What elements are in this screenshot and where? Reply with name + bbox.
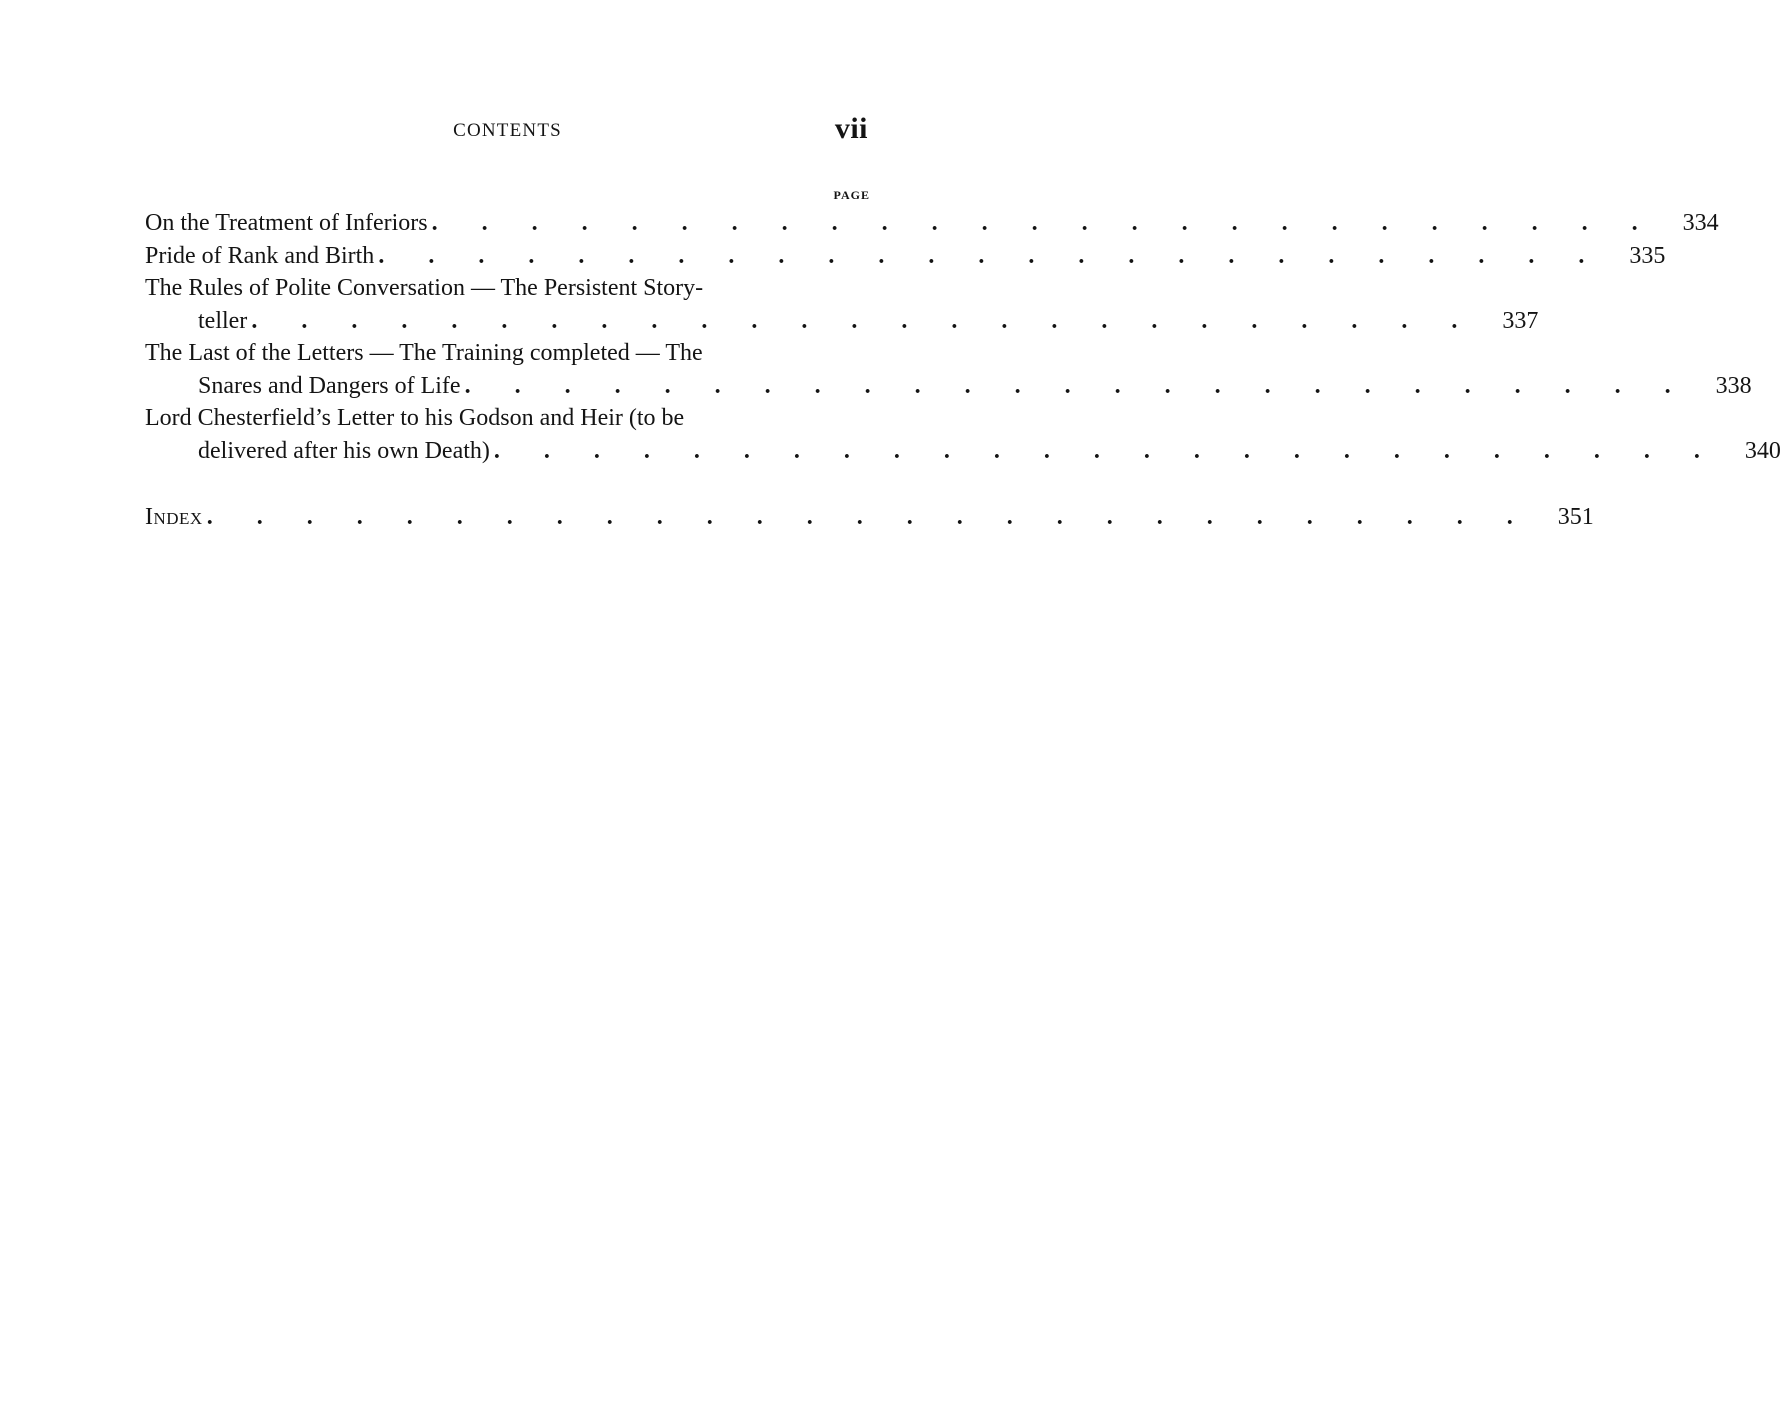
toc-entry-line [145,240,1666,273]
toc-entry [145,207,1719,240]
toc-entry-line [145,207,1719,240]
index-label: Index [145,501,207,534]
toc-entry [145,402,1781,467]
toc-entry [145,272,1539,337]
toc-entry [145,240,1666,273]
toc-entry-title-continued: teller [198,305,251,338]
dot-leader: . . . . . . . . . . . . . . . . . . . . . . . . . . . [206,504,1532,530]
page-column-label: PAGE [833,188,870,202]
toc-entry [145,337,1752,402]
toc-entry-title: Pride of Rank and Birth [145,240,378,273]
dot-leader: . . . . . . . . . . . . . . . . . . . . . . . . . [493,437,1719,464]
dot-leader: . . . . . . . . . . . . . . . . . . . . . . . . . [251,307,1477,334]
dot-leader: . . . . . . . . . . . . . . . . . . . . . . . . . [464,372,1690,399]
toc-entry-page: 338 [1715,372,1752,399]
toc-entry-line [145,435,1781,468]
toc-entry-title: On the Treatment of Inferiors [145,207,432,240]
running-title: CONTENTS [453,120,562,141]
toc-entry-page: 340 [1744,437,1781,464]
running-head [145,112,870,152]
toc-entry-title-continued: Snares and Dangers of Life [198,370,465,403]
dot-leader: . . . . . . . . . . . . . . . . . . . . . . . . . [431,210,1657,236]
toc-entry-line [145,402,805,435]
toc-entry-title: The Last of the Letters — The Training completed — The [145,340,703,366]
toc-entry-title-continued: delivered after his own Death) [198,435,494,468]
toc-entry-page: 334 [1682,210,1719,236]
toc-entry-index [145,501,1594,534]
toc-entry-page: 335 [1629,242,1666,269]
dot-leader: . . . . . . . . . . . . . . . . . . . . . . . . . [378,242,1604,269]
toc-entry-line [145,272,805,305]
toc-entry-line [145,501,1594,534]
toc-entry-line [145,337,805,370]
page-folio: vii [834,112,868,145]
toc-entry-line [145,305,1539,338]
toc-entry-page: 337 [1502,307,1539,334]
toc-entry-line [145,370,1752,403]
table-of-contents [145,207,1781,534]
toc-entry-title: Lord Chesterfield’s Letter to his Godson and Heir (to be [145,405,685,431]
toc-entry-title: The Rules of Polite Conversation — The Persistent Story- [145,275,704,301]
index-page: 351 [1557,504,1594,530]
